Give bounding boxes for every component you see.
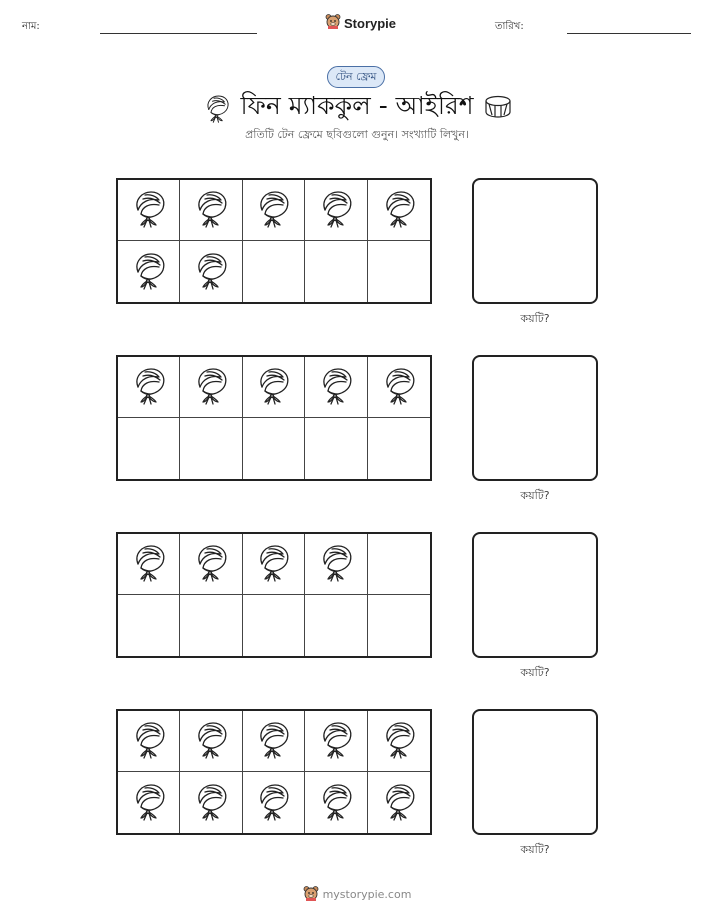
frame-cell xyxy=(118,180,180,241)
bonnet-icon xyxy=(253,542,293,586)
answer-label-1: কয়টি? xyxy=(520,312,550,325)
bonnet-icon xyxy=(129,250,169,294)
bear-logo-icon xyxy=(303,885,319,904)
frame-cell xyxy=(305,357,367,418)
frame-cell xyxy=(118,241,180,302)
bonnet-icon xyxy=(129,781,169,825)
frame-cell xyxy=(180,241,242,302)
frame-cell xyxy=(368,711,430,772)
bonnet-icon xyxy=(379,781,419,825)
brand-name: Storypie xyxy=(344,15,397,31)
frame-cell xyxy=(180,711,242,772)
frame-cell xyxy=(118,772,180,833)
frame-cell xyxy=(305,772,367,833)
name-label: নাম: xyxy=(22,21,40,32)
bonnet-icon xyxy=(129,542,169,586)
frame-cell xyxy=(180,180,242,241)
ten-frame-3 xyxy=(116,532,432,658)
frame-cell xyxy=(243,534,305,595)
frame-cell xyxy=(243,180,305,241)
bonnet-icon xyxy=(191,542,231,586)
answer-label-4: কয়টি? xyxy=(520,843,550,856)
bonnet-icon xyxy=(316,365,356,409)
frame-cell xyxy=(118,357,180,418)
date-label: তারিখ: xyxy=(495,21,524,32)
date-line[interactable] xyxy=(567,33,691,34)
frame-cell xyxy=(243,772,305,833)
bonnet-icon xyxy=(129,188,169,232)
bonnet-icon xyxy=(316,781,356,825)
bear-logo-icon xyxy=(325,13,341,33)
drum-icon xyxy=(483,94,513,124)
frame-cell xyxy=(243,241,305,302)
bonnet-icon xyxy=(191,250,231,294)
bonnet-icon xyxy=(316,188,356,232)
frame-cell xyxy=(118,418,180,479)
frame-cell xyxy=(180,357,242,418)
frame-cell xyxy=(305,180,367,241)
name-line[interactable] xyxy=(100,33,257,34)
worksheet-title: ফিন ম্যাককুল - আইরিশ xyxy=(240,91,474,120)
bonnet-icon xyxy=(191,719,231,763)
bonnet-icon xyxy=(191,781,231,825)
bonnet-icon xyxy=(316,542,356,586)
bonnet-icon xyxy=(379,188,419,232)
frame-cell xyxy=(368,180,430,241)
footer-url[interactable]: mystorypie.com xyxy=(322,888,412,901)
ten-frame-1 xyxy=(116,178,432,304)
ten-frame-2 xyxy=(116,355,432,481)
ten-frame-4 xyxy=(116,709,432,835)
frame-cell xyxy=(243,595,305,656)
bonnet-icon xyxy=(379,719,419,763)
frame-cell xyxy=(180,418,242,479)
frame-cell xyxy=(243,711,305,772)
frame-cell xyxy=(118,534,180,595)
frame-cell xyxy=(368,357,430,418)
frame-cell xyxy=(368,534,430,595)
answer-label-3: কয়টি? xyxy=(520,666,550,679)
frame-cell xyxy=(305,241,367,302)
frame-cell xyxy=(118,711,180,772)
frame-cell xyxy=(305,711,367,772)
bonnet-icon xyxy=(129,365,169,409)
bonnet-icon xyxy=(253,365,293,409)
instructions: প্রতিটি টেন ফ্রেমে ছবিগুলো গুনুন। সংখ্যাটি লিখুন। xyxy=(245,128,469,141)
answer-box-1[interactable] xyxy=(472,178,598,304)
brand-logo xyxy=(325,13,396,33)
bonnet-icon xyxy=(191,365,231,409)
frame-cell xyxy=(180,595,242,656)
frame-cell xyxy=(368,418,430,479)
frame-cell xyxy=(305,534,367,595)
frame-cell xyxy=(180,772,242,833)
footer xyxy=(0,885,714,904)
frame-cell xyxy=(305,418,367,479)
bonnet-icon xyxy=(316,719,356,763)
frame-cell xyxy=(180,534,242,595)
ten-frame-badge: টেন ফ্রেম xyxy=(327,66,385,88)
bonnet-icon xyxy=(253,188,293,232)
answer-box-4[interactable] xyxy=(472,709,598,835)
frame-cell xyxy=(368,241,430,302)
frame-cell xyxy=(243,418,305,479)
frame-cell xyxy=(118,595,180,656)
bonnet-icon xyxy=(129,719,169,763)
frame-cell xyxy=(368,772,430,833)
frame-cell xyxy=(368,595,430,656)
answer-label-2: কয়টি? xyxy=(520,489,550,502)
bonnet-icon xyxy=(253,719,293,763)
answer-box-2[interactable] xyxy=(472,355,598,481)
answer-box-3[interactable] xyxy=(472,532,598,658)
frame-cell xyxy=(243,357,305,418)
bonnet-icon xyxy=(379,365,419,409)
bonnet-icon xyxy=(191,188,231,232)
bonnet-icon xyxy=(253,781,293,825)
frame-cell xyxy=(305,595,367,656)
